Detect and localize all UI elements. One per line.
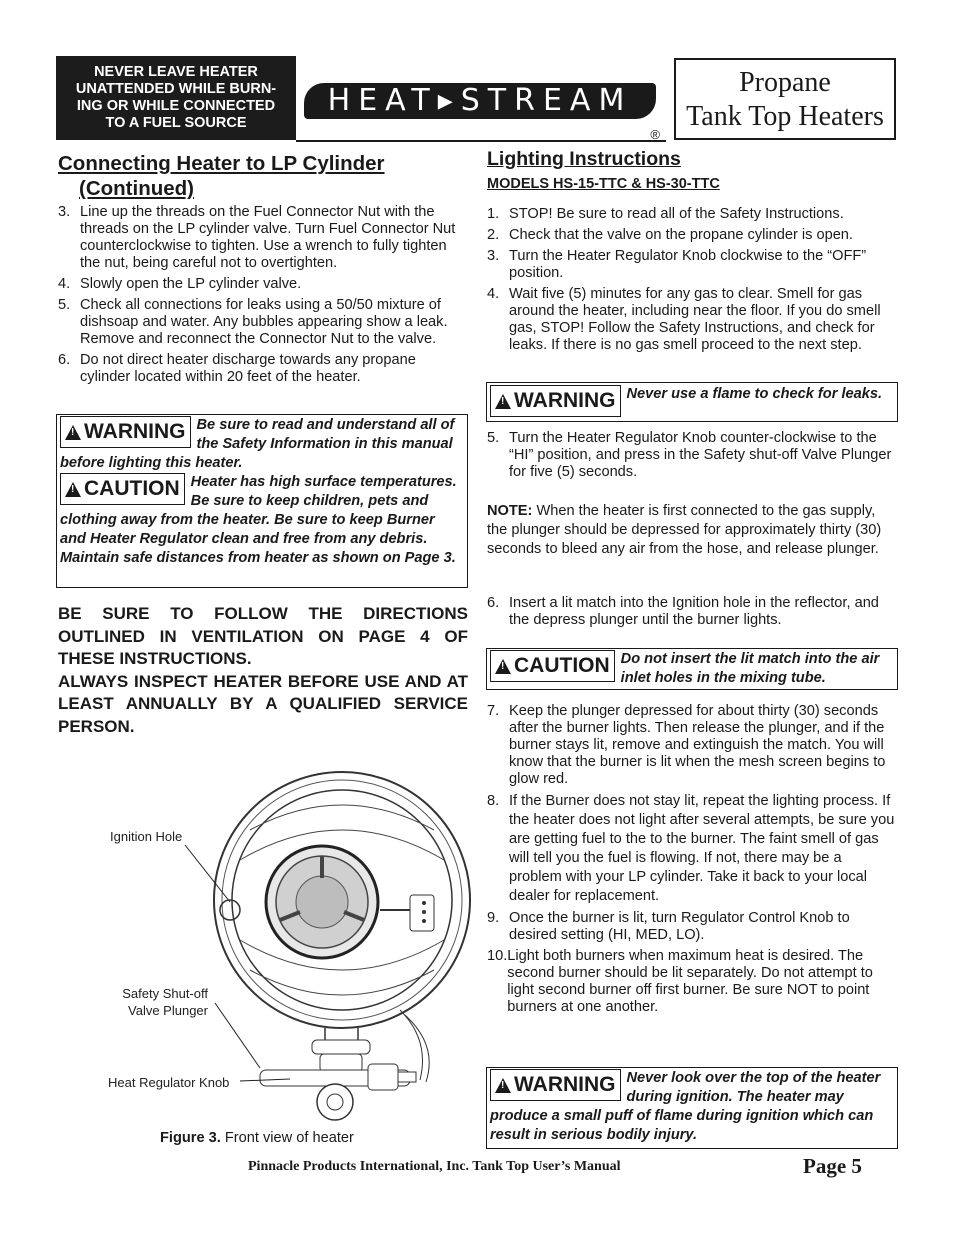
list-item (487, 206, 893, 223)
step-text: Slowly open the LP cylinder valve. (80, 276, 302, 292)
title-line: Tank Top Heaters (686, 101, 884, 132)
step-number: 3. (487, 248, 500, 264)
warning-box-ignition (486, 1067, 898, 1149)
warning-triangle-icon (65, 425, 81, 440)
caution-badge (60, 473, 185, 505)
header-warning-box (56, 56, 296, 140)
step-text: Line up the threads on the Fuel Connector Nut with the threads on the LP cylinder valve. Turn Fuel Connector Nut counterclockwise to tighten. Use a wrench to fully tighten the nut, being careful not to overtighten. (80, 204, 456, 271)
caution-text: Do not insert the lit match into the air inlet holes in the mixing tube. (620, 651, 880, 686)
step-number: 9. (487, 910, 500, 926)
list-item (487, 227, 893, 244)
warning-text: Be sure to read and understand all of the Safety Information in this manual before lighting this heater. (60, 417, 455, 471)
badge-label: CAUTION (84, 477, 180, 500)
step-number: 7. (487, 703, 500, 719)
page-number: Page 5 (803, 1154, 862, 1178)
label-regulator-knob: Heat Regulator Knob (108, 1075, 230, 1090)
heater-front-view-figure (100, 770, 480, 1125)
step-text: Keep the plunger depressed for about thirty (30) seconds after the burner lights. Then release the plunger, and if the burner stays lit, remove and extinguish the match. You will know that the burner is lit when the mesh screen begins to glow red. (509, 703, 886, 787)
step-number: 4. (58, 276, 71, 292)
note-text: When the heater is first connected to the gas supply, the plunger should be depressed for approximately thirty (30) seconds to bleed any air from the hose, and release plunger. (487, 503, 882, 557)
list-item (487, 703, 895, 788)
list-item (487, 792, 895, 906)
list-item (487, 248, 893, 282)
badge-label: WARNING (84, 420, 186, 443)
lighting-step-6 (487, 595, 893, 633)
caution-box-match (486, 648, 898, 690)
warning-caution-box (56, 414, 468, 588)
badge-label: WARNING (514, 1073, 616, 1096)
step-text: Insert a lit match into the Ignition hole in the reflector, and the depress plunger until the burner lights. (509, 595, 879, 628)
brand-logo (296, 78, 666, 142)
badge-label: CAUTION (514, 654, 610, 677)
caution-badge (490, 650, 615, 682)
directions-block (58, 603, 468, 738)
list-item (487, 948, 895, 1016)
step-text: If the Burner does not stay lit, repeat the lighting process. If the heater does not light after several attempts, be sure you are getting fuel to the to the burner. The faint smell of gas will tell you the fuel is flowing. If not, there may be a problem with your LP cylinder. Take it back to your local dealer for replacement. (509, 793, 895, 904)
directions-text: ALWAYS INSPECT HEATER BEFORE USE AND AT LEAST ANNUALLY BY A QUALIFIED SERVICE PERSON. (58, 671, 468, 736)
header-warning-line: NEVER LEAVE HEATER (94, 64, 258, 80)
list-item (58, 352, 468, 386)
note-paragraph (487, 502, 887, 559)
directions-text: BE SURE TO FOLLOW THE DIRECTIONS OUTLINED IN VENTILATION ON PAGE 4 OF THESE INSTRUCTIONS. (58, 604, 468, 668)
step-number: 1. (487, 206, 500, 222)
caption-text: Front view of heater (220, 1130, 354, 1146)
step-text: Light both burners when maximum heat is desired. The second burner should be lit separately. Do not attempt to light second burner off first burner. Be sure NOT to point burners at one another. (507, 948, 873, 1015)
warning-triangle-icon (495, 1078, 511, 1093)
label-ignition-hole: Ignition Hole (110, 829, 183, 844)
warning-badge (60, 416, 191, 448)
note-label: NOTE: (487, 503, 533, 519)
lighting-step-5 (487, 430, 893, 485)
list-item (58, 276, 468, 293)
registered-mark: ® (650, 127, 660, 142)
warning-triangle-icon (65, 482, 81, 497)
step-text: Do not direct heater discharge towards any propane cylinder located within 20 feet of the heater. (80, 352, 416, 385)
lighting-steps-1 (487, 206, 893, 358)
step-text: Check that the valve on the propane cylinder is open. (509, 227, 853, 243)
list-item (487, 595, 893, 629)
connect-steps (58, 204, 468, 390)
step-number: 10. (487, 948, 508, 964)
document-title (674, 58, 896, 140)
heading-line: (Continued) (79, 177, 194, 200)
warning-triangle-icon (495, 394, 511, 409)
lighting-steps-2 (487, 703, 895, 1020)
caution-text: Heater has high surface temperatures. Be sure to keep children, pets and clothing away from the heater. Be sure to keep Burner and Heater Regulator clean and free from any debris. Maintain safe distances from heater as shown on Page 3. (60, 474, 457, 566)
step-text: Turn the Heater Regulator Knob counter-clockwise to the “HI” position, and press in the Safety shut-off Valve Plunger for five (5) seconds. (509, 430, 892, 480)
warning-triangle-icon (495, 659, 511, 674)
title-line: Propane (739, 67, 831, 98)
label-line: Safety Shut-off (122, 986, 208, 1001)
step-text: Check all connections for leaks using a 50/50 mixture of dishsoap and water. Any bubbles appearing show a leak. Remove and reconnect the Connector Nut to the valve. (80, 297, 448, 347)
warning-text: Never use a flame to check for leaks. (626, 386, 883, 402)
step-number: 4. (487, 286, 500, 302)
caption-label: Figure 3. (160, 1130, 221, 1146)
step-text: Turn the Heater Regulator Knob clockwise to the “OFF” position. (509, 248, 867, 281)
badge-label: WARNING (514, 389, 616, 412)
step-text: Wait five (5) minutes for any gas to clear. Smell for gas around the heater, including near the floor. If you do smell gas, STOP! Follow the Safety Instructions, and check for leaks. If there is no gas smell proceed to the next step. (509, 286, 881, 353)
logo-text: HEAT▸STREAM (327, 83, 633, 118)
step-number: 6. (487, 595, 500, 611)
warning-badge (490, 1069, 621, 1101)
step-number: 6. (58, 352, 71, 368)
step-number: 8. (487, 793, 500, 809)
models-subheading: MODELS HS-15-TTC & HS-30-TTC (487, 176, 720, 192)
list-item (58, 297, 468, 348)
header-warning-line: TO A FUEL SOURCE (105, 115, 247, 131)
list-item (487, 910, 895, 944)
footer-text: Pinnacle Products International, Inc. Tank Top User’s Manual (248, 1159, 621, 1174)
list-item (487, 286, 893, 354)
lighting-heading: Lighting Instructions (487, 148, 681, 170)
logo-banner (304, 83, 656, 119)
label-valve-plunger (100, 985, 208, 1019)
header-warning-line: UNATTENDED WHILE BURN- (75, 81, 277, 97)
section-heading (58, 151, 468, 201)
warning-box-leaks (486, 382, 898, 422)
figure-caption (160, 1130, 354, 1146)
list-item (58, 204, 468, 272)
step-text: Once the burner is lit, turn Regulator Control Knob to desired setting (HI, MED, LO). (509, 910, 850, 943)
step-number: 5. (58, 297, 71, 313)
step-text: STOP! Be sure to read all of the Safety Instructions. (509, 206, 844, 222)
warning-text: Never look over the top of the heater during ignition. The heater may produce a small puff of flame during ignition which can result in serious bodily injury. (490, 1070, 881, 1143)
step-number: 2. (487, 227, 500, 243)
label-line: Valve Plunger (128, 1003, 208, 1018)
step-number: 5. (487, 430, 500, 446)
step-number: 3. (58, 204, 71, 220)
warning-badge (490, 385, 621, 417)
heading-line: Connecting Heater to LP Cylinder (58, 152, 385, 175)
header-warning-line: ING OR WHILE CONNECTED (76, 98, 276, 114)
list-item (487, 430, 893, 481)
